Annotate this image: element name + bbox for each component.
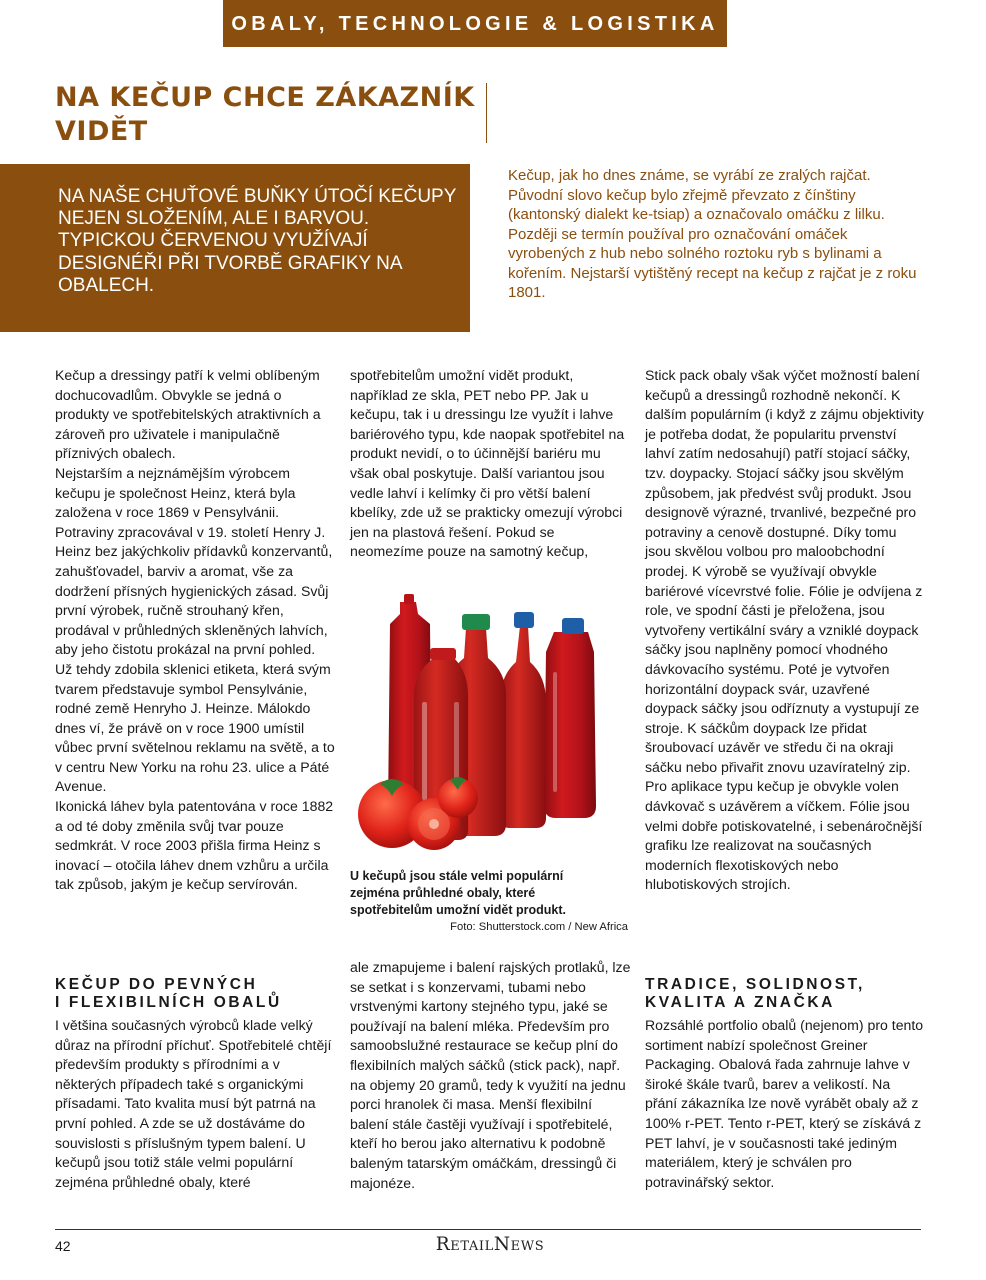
page-number: 42 [55,1238,71,1254]
subheading-tradition: TRADICE, SOLIDNOST, KVALITA A ZNAČKA [645,976,865,1011]
column-2-lower [350,958,632,1193]
ketchup-bottles-photo [350,592,632,858]
body-paragraph: Kečup a dressingy patří k velmi oblíbeným dochucovadlům. Obvykle se jedná o produkty ve spotřebitelských atraktivních a zároveň pro uživatele i manipulačně příznivých obalech. [55,367,321,462]
column-2 [350,366,632,562]
body-paragraph: Stick pack obaly však výčet možností balení kečupů a dressingů rozhodně nekončí. K dalším populárním (i když z zájmu objektivity je potřeba dodat, že popularitu prvenství lahví zatím nedosahují) patří stojací sáčky, tzv. doypacky. Stojací sáčky jsou skvělým způsobem, jak předvést svůj produkt. Jsou designově výrazné, trvanlivé, bezpečné pro potraviny a cenově dostupné. Díky tomu jsou skvělou volbou pro maloobchodní prodej. K výrobě se využívají obvykle bariérové vícevrstvé folie. Fólie je odvíjena z role, ve spodní části je přeložena, jsou vytvořeny vertikální sváry a vzniklé doypack sáčky jsou naplněny pomocí vhodného dávkovacího systému. Poté je vytvořen horizontální doypack svár, uzavřené doypack sáčky jsou odříznuty a vystupují ze stroje. K sáčkům doypack lze přidat šroubovací uzávěr ve středu či na okraji sáčku nebo přivařit znovu uzavíratelný zip. Pro aplikace typu kečup je obvykle volen dávkovač s uzávěrem a víčkem. Fólie jsou velmi dobře potiskovatelné, i sebenáročnější grafiku lze realizovat na současných moderních flexotiskových nebo hlubotiskových strojích. [645,367,924,893]
body-paragraph: Ikonická láhev byla patentována v roce 1882 a od té doby změnila svůj tvar pouze sedmkrát. V roce 2003 přišla firma Heinz s inovací – otočila láhev dnem vzhůru a určila tak způsob, jakým je kečup servírován. [55,798,334,893]
headline-divider [486,83,487,143]
body-paragraph: Rozsáhlé portfolio obalů (nejenom) pro tento sortiment nabízí společnost Greiner Packaging. Obalová řada zahrnuje lahve v široké škále tvarů, barev a velikostí. Na přání zákazníka lze nově vyrábět obaly až z 100% r-PET. Tento r-PET, který se získává z PET lahví, je v současnosti také jediným materiálem, který je schválen pro potravinářský sektor. [645,1017,924,1190]
column-3-lower [645,1016,925,1192]
body-paragraph: I většina současných výrobců klade velký důraz na přírodní příchuť. Spotřebitelé chtějí především produkty s přírodními a v některých případech také s organickými přísadami. Tato kvalita musí být patrná na první pohled. A zde se už dostáváme do souvislosti s příslušným typem balení. U kečupů jsou totiž stále velmi populární zejména průhledné obaly, které [55,1017,332,1190]
section-banner [223,0,727,47]
body-paragraph: Nejstarším a nejznámějším výrobcem kečupu je společnost Heinz, která byla založena v roce 1869 v Pensylvánii. Potraviny zpracovával v 19. století Henry J. Heinz bez jakýchkoliv přídavků konzervantů, zahušťovadel, barviv a aromat, vše za dodržení přísných hygienických zásad. Svůj první výrobek, ručně strouhaný křen, prodával v průhledných skleněných lahvích, aby jeho čistotu prokázal na první pohled. Už tehdy zdobila sklenici etiketa, která svým tvarem představuje symbol Pensylvánie, rodné země Henryho J. Heinze. Málokdo dnes ví, že právě on v roce 1900 umístil vůbec první světelnou reklamu na světě, a to v centru New Yorku na rohu 23. ulice a Páté Avenue. [55,464,335,795]
photo-credit: Foto: Shutterstock.com / New Africa [450,921,628,933]
body-paragraph: ale zmapujeme i balení rajských protlaků, lze se setkat i s konzervami, tubami nebo vrstvenými kartony stejného typu, jaké se používají na balení mléka. Především pro samoobslužné restaurace se kečup plní do flexibilních malých sáčků (stick pack), např. na objemy 20 gramů, tedy k využití na jednu porci hranolek či masa. Menší flexibilní balení stále častěji využívají i spotřebitelé, kteří ho berou jako alternativu k podobně baleným tatarským omáčkám, dressingů či majonéze. [350,959,631,1191]
column-3 [645,366,925,895]
magazine-logo: RetailNews [435,1234,545,1255]
photo-caption: U kečupů jsou stále velmi populární zejména průhledné obaly, které spotřebitelům umožní vidět produkt. [350,869,566,917]
column-1 [55,366,335,895]
column-1-lower [55,1016,335,1192]
subheading-packaging: KEČUP DO PEVNÝCH I FLEXIBILNÍCH OBALŮ [55,976,282,1011]
body-paragraph: spotřebitelům umožní vidět produkt, například ze skla, PET nebo PP. Jak u kečupu, tak i u dressingu lze využít i lahve bariérového typu, kde naopak spotřebitel na produkt nevidí, o to účinnější bariéru mu však obal poskytuje. Další variantou jsou vedle lahví i kelímky či pro větší balení kbelíky, zde už se prakticky omezují výrobci jen na plastová řešení. Pokud se neomezíme pouze na samotný kečup, [350,367,625,560]
article-headline: NA KEČUP CHCE ZÁKAZNÍK VIDĚT [55,82,475,147]
intro-text: Kečup, jak ho dnes známe, se vyrábí ze zralých rajčat. Původní slovo kečup bylo zřejmě převzato z čínštiny (kantonský dialekt ke-tsiap) a označovalo omáčku z lilku. Později se termín používal pro označování omáček vyrobených z hub nebo solného roztoku ryb s bylinami a kořením. Nejstarší vytištěný recept na kečup z rajčat je z roku 1801. [508,167,917,301]
section-label: OBALY, TECHNOLOGIE & LOGISTIKA [231,13,719,35]
footer-divider [55,1229,921,1230]
ketchup-bottles-image [350,592,632,858]
lead-text: NA NAŠE CHUŤOVÉ BUŇKY ÚTOČÍ KEČUPY NEJEN SLOŽENÍM, ALE I BARVOU. TYPICKOU ČERVENOU VYUŽÍVAJÍ DESIGNÉŘI PŘI TVORBĚ GRAFIKY NA OBALECH. [58,186,457,296]
